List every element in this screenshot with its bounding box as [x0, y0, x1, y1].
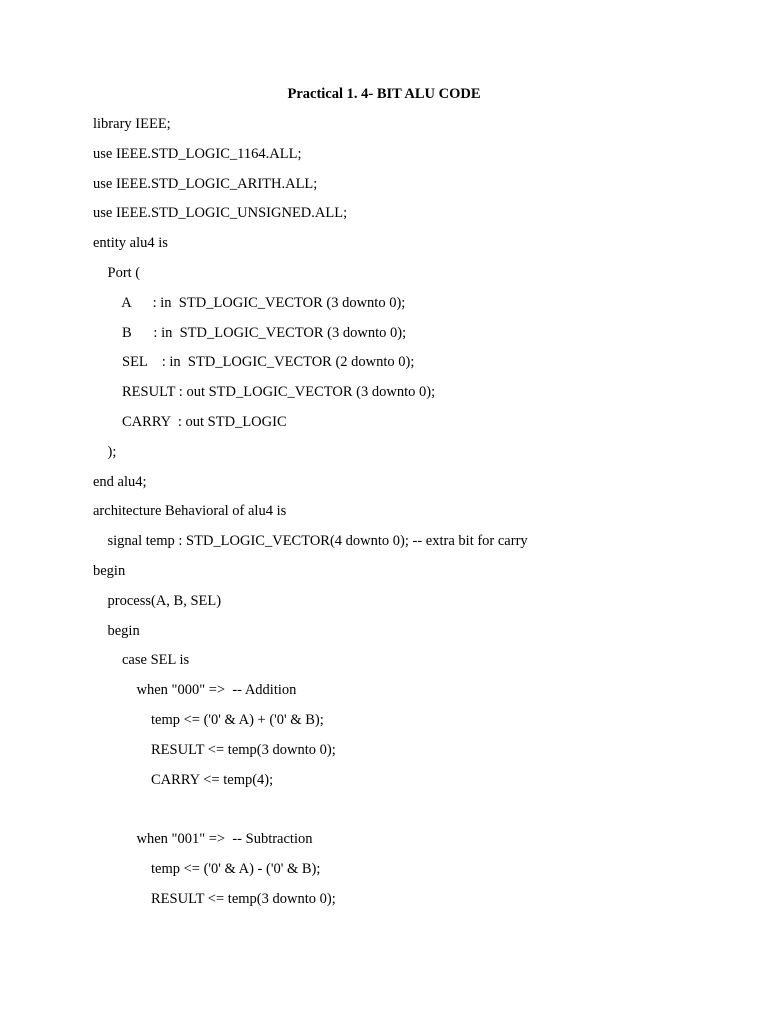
code-line: begin [93, 622, 140, 639]
code-line: end alu4; [93, 473, 147, 490]
code-line: ); [93, 443, 117, 460]
code-line: RESULT <= temp(3 downto 0); [93, 890, 336, 907]
code-line: case SEL is [93, 652, 190, 669]
code-block [93, 115, 528, 920]
code-line: RESULT : out STD_LOGIC_VECTOR (3 downto 0); [93, 384, 436, 401]
code-line: Port ( [93, 264, 141, 281]
code-line [93, 800, 528, 830]
code-line: CARRY : out STD_LOGIC [93, 413, 287, 430]
code-line: architecture Behavioral of alu4 is [93, 503, 287, 520]
code-line: use IEEE.STD_LOGIC_UNSIGNED.ALL; [93, 205, 348, 222]
code-line: SEL : in STD_LOGIC_VECTOR (2 downto 0); [93, 354, 415, 371]
code-line: when "000" => -- Addition [93, 682, 297, 699]
code-line: RESULT <= temp(3 downto 0); [93, 741, 336, 758]
code-line: B : in STD_LOGIC_VECTOR (3 downto 0); [93, 324, 407, 341]
code-line: use IEEE.STD_LOGIC_1164.ALL; [93, 145, 302, 162]
code-line: library IEEE; [93, 116, 171, 132]
code-line: signal temp : STD_LOGIC_VECTOR(4 downto 0); -- extra bit for carry [93, 533, 528, 550]
code-line: when "001" => -- Subtraction [93, 831, 313, 848]
code-line: process(A, B, SEL) [93, 592, 222, 609]
code-line: CARRY <= temp(4); [93, 771, 274, 788]
code-line: begin [93, 562, 126, 579]
code-line: use IEEE.STD_LOGIC_ARITH.ALL; [93, 175, 318, 192]
document-title: Practical 1. 4- BIT ALU CODE [287, 86, 481, 102]
code-line: entity alu4 is [93, 235, 168, 252]
code-line: temp <= ('0' & A) + ('0' & B); [93, 711, 324, 728]
code-line: A : in STD_LOGIC_VECTOR (3 downto 0); [93, 294, 406, 311]
code-line: temp <= ('0' & A) - ('0' & B); [93, 860, 321, 877]
